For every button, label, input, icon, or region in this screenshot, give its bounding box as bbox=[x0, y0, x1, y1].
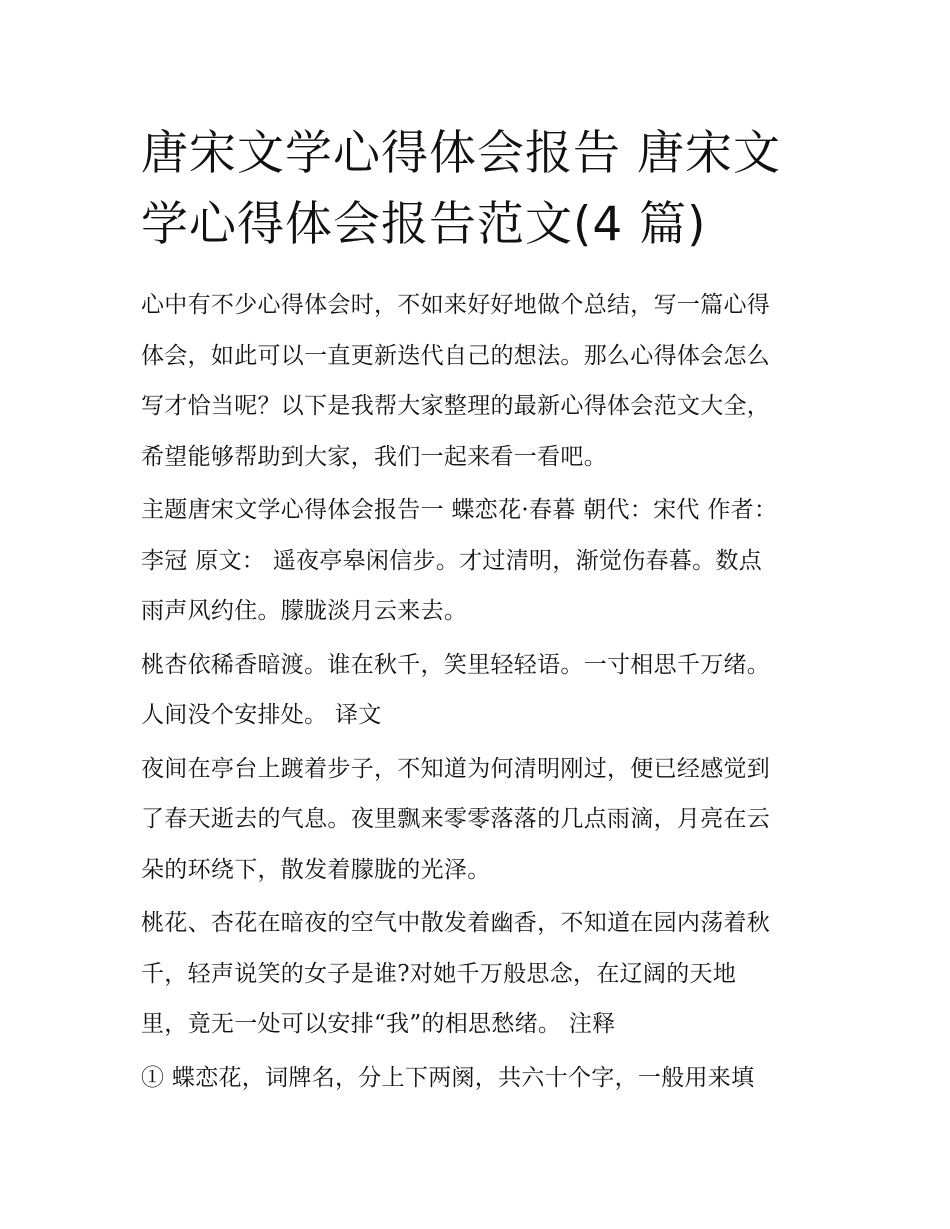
document-title bbox=[141, 118, 821, 260]
translation-paragraph-1 bbox=[141, 744, 821, 896]
poem-intro-paragraph bbox=[141, 485, 821, 637]
poem-second-stanza-paragraph bbox=[141, 640, 821, 741]
text-line: 主题唐宋文学心得体会报告一 蝶恋花·春暮 朝代：宋代 作者： bbox=[141, 497, 778, 523]
text-line: ① 蝶恋花，词牌名，分上下两阕，共六十个字，一般用来填 bbox=[141, 1064, 755, 1091]
text-line: 雨声风约住。朦胧淡月云来去。 bbox=[141, 598, 468, 624]
document-content bbox=[141, 118, 821, 1106]
text-line: 朵的环绕下，散发着朦胧的光泽。 bbox=[141, 856, 491, 883]
text-line: 桃花、杏花在暗夜的空气中散发着幽香，不知道在园内荡着秋 bbox=[141, 910, 771, 936]
text-line: 写才恰当呢？以下是我帮大家整理的最新心得体会范文大全， bbox=[141, 393, 771, 419]
annotation-paragraph bbox=[141, 1053, 821, 1104]
text-line: 了春天逝去的气息。夜里飘来零零落落的几点雨滴，月亮在云 bbox=[141, 806, 771, 832]
text-line: 人间没个安排处。 译文 bbox=[141, 702, 382, 728]
intro-paragraph bbox=[141, 280, 821, 482]
title-line: 唐宋文学心得体会报告 唐宋文 bbox=[141, 126, 781, 181]
document-body bbox=[141, 280, 821, 1103]
text-line: 希望能够帮助到大家，我们一起来看一看吧。 bbox=[141, 443, 607, 470]
text-line: 李冠 原文： 遥夜亭皋闲信步。才过清明，渐觉伤春暮。数点 bbox=[141, 547, 763, 574]
translation-paragraph-2 bbox=[141, 898, 821, 1050]
text-line: 桃杏依稀香暗渡。谁在秋千，笑里轻轻语。一寸相思千万绪。 bbox=[141, 651, 771, 678]
text-line: 体会，如此可以一直更新迭代自己的想法。那么心得体会怎么 bbox=[141, 342, 771, 369]
text-line: 里，竟无一处可以安排“我”的相思愁绪。 注释 bbox=[141, 1011, 616, 1037]
text-line: 心中有不少心得体会时，不如来好好地做个总结，写一篇心得 bbox=[141, 292, 771, 318]
title-line: 学心得体会报告范文(4 篇) bbox=[141, 197, 707, 252]
text-line: 千，轻声说笑的女子是谁?对她千万般思念，在辽阔的天地 bbox=[141, 960, 737, 987]
text-line: 夜间在亭台上踱着步子，不知道为何清明刚过，便已经感觉到 bbox=[141, 755, 771, 782]
